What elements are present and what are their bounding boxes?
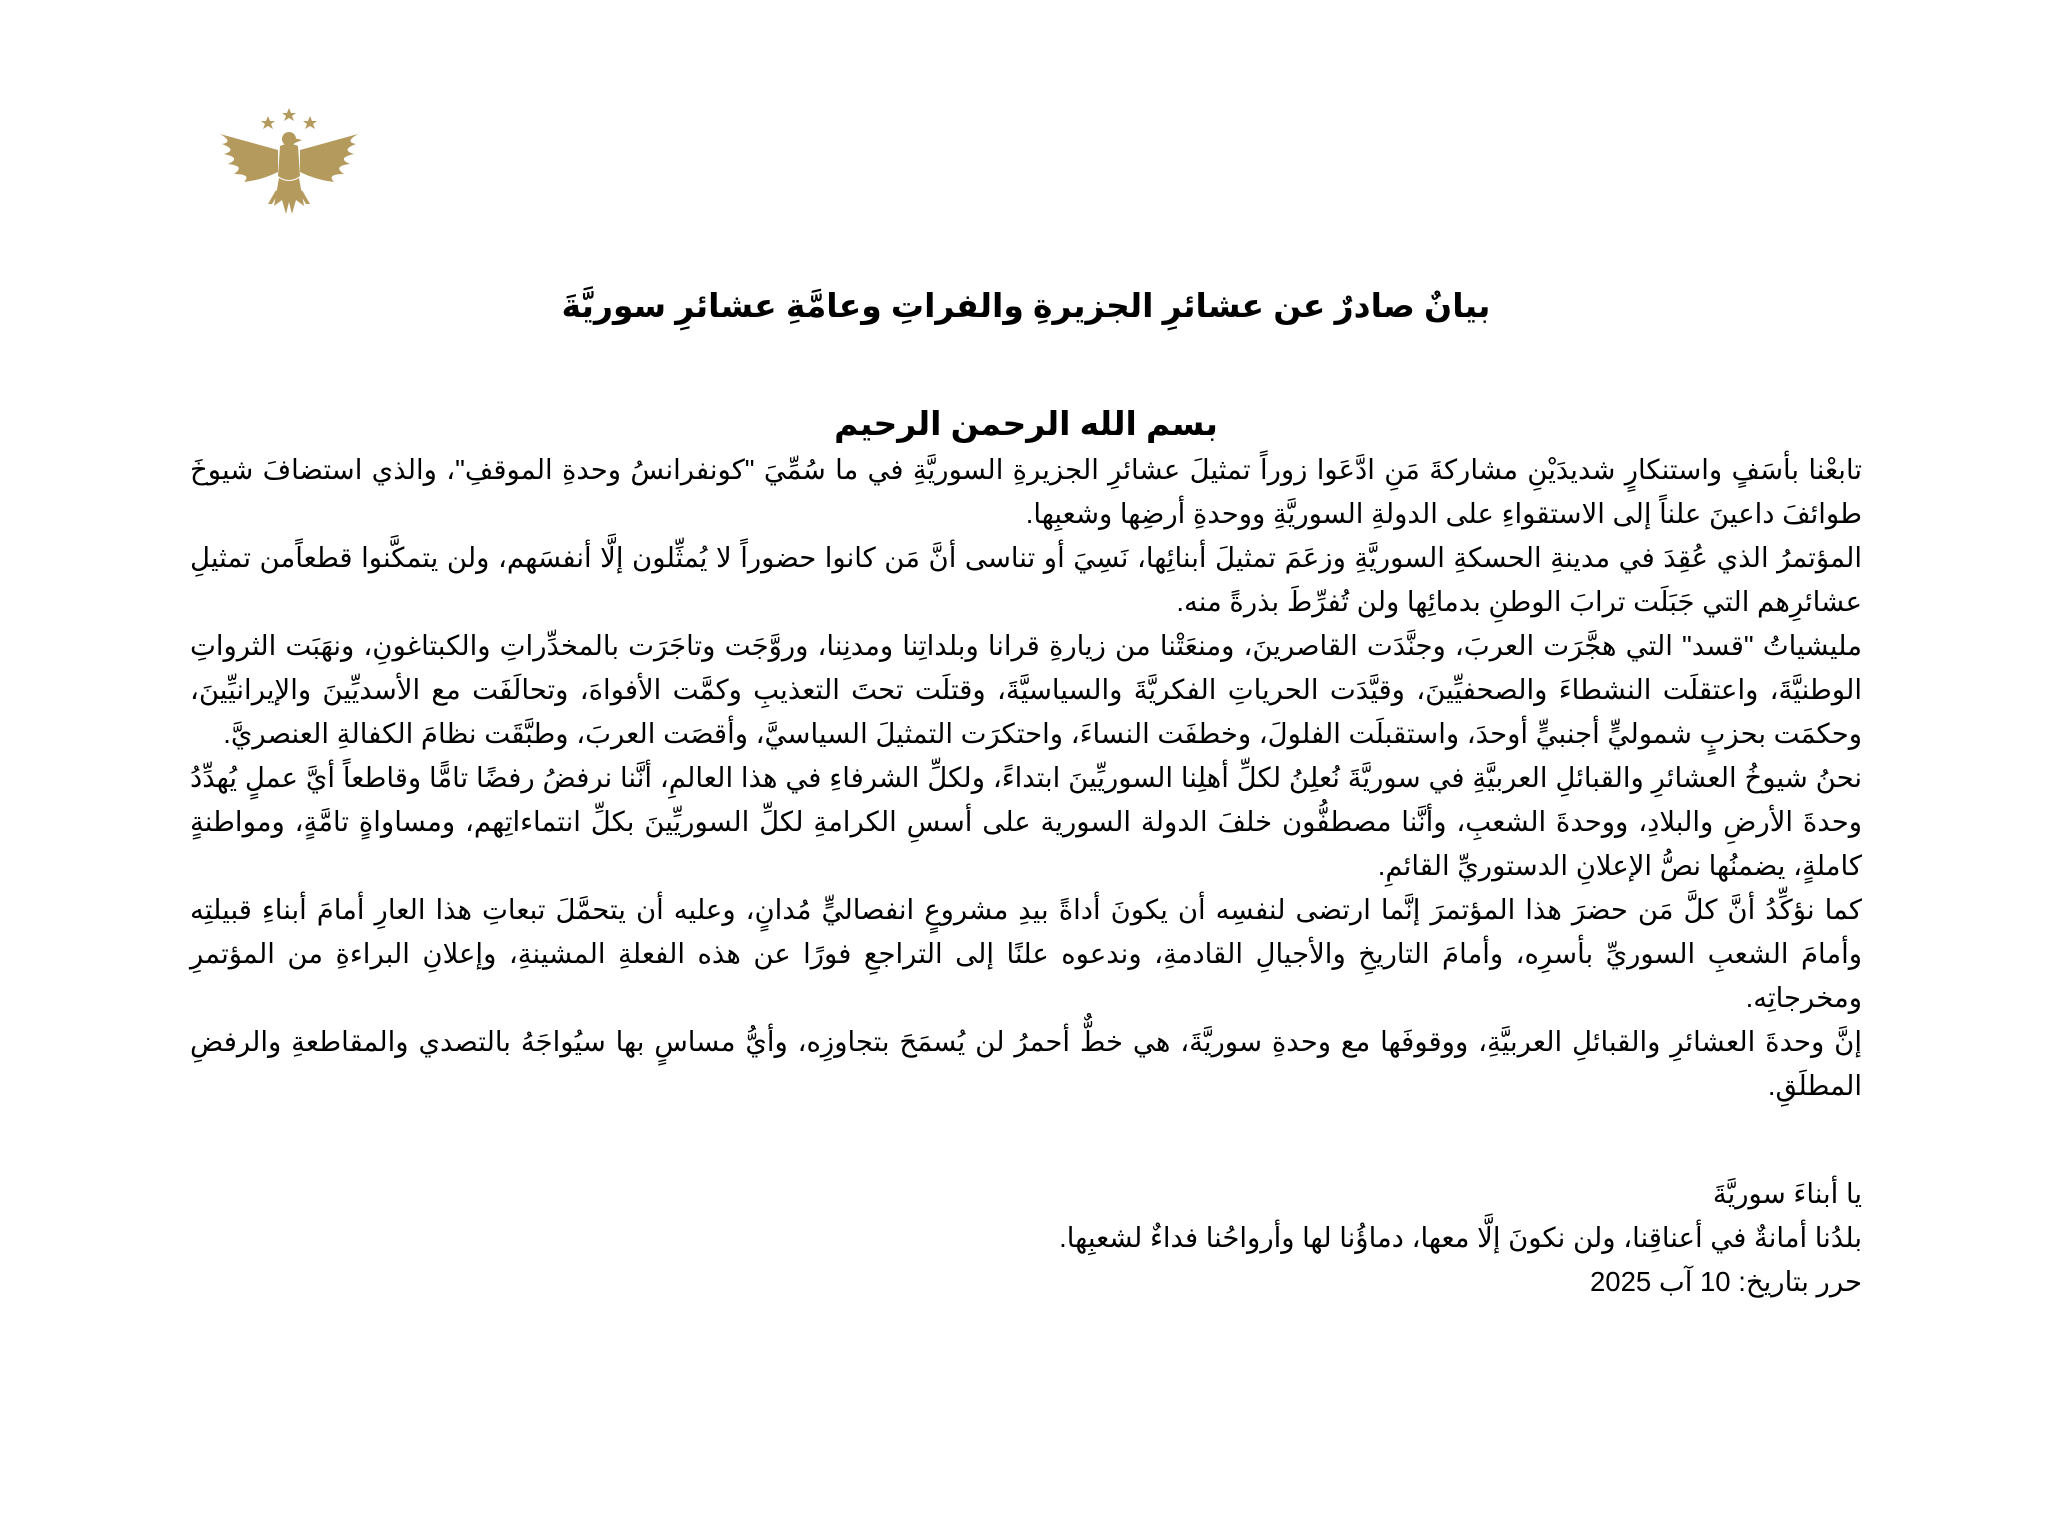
closing-section — [190, 1172, 1862, 1304]
paragraph-1: تابعْنا بأسَفٍ واستنكارٍ شديدَيْنِ مشاركةَ مَنِ ادَّعَوا زوراً تمثيلَ عشائرِ الجزيرةِ السوريَّةِ في ما سُمِّيَ "كونفرانسُ وحدةِ الموقفِ"، والذي استضافَ شيوخَ طوائفَ داعينَ علناً إلى الاستقواءِ على الدولةِ السوريَّةِ ووحدةِ أرضِها وشعبِها. — [190, 454, 1862, 529]
eagle-icon — [216, 106, 362, 222]
basmala-heading: بسم الله الرحمن الرحيم — [834, 405, 1218, 442]
closing-address: يا أبناءَ سوريَّةَ — [1712, 1178, 1862, 1209]
paragraph-5: كما نؤكِّدُ أنَّ كلَّ مَن حضرَ هذا المؤتمرَ إنَّما ارتضى لنفسِه أن يكونَ أداةً بيدِ مشروعٍ انفصاليٍّ مُدانٍ، وعليه أن يتحمَّلَ تبعاتِ هذا العارِ أمامَ أبناءِ قبيلتِه وأمامَ الشعبِ السوريِّ بأسرِه، وأمامَ التاريخِ والأجيالِ القادمةِ، وندعوه علنًا إلى التراجعِ فورًا عن هذه الفعلةِ المشينةِ، وإعلانِ البراءةِ من المؤتمرِ ومخرجاتِه. — [190, 894, 1862, 1013]
issue-date: حرر بتاريخ: 10 آب 2025 — [1590, 1266, 1862, 1297]
paragraph-2: المؤتمرُ الذي عُقِدَ في مدينةِ الحسكةِ السوريَّةِ وزعَمَ تمثيلَ أبنائِها، نَسِيَ أو تناسى أنَّ مَن كانوا حضوراً لا يُمثِّلون إلَّا أنفسَهم، ولن يتمكَّنوا قطعاًمن تمثيلِ عشائرِهم التي جَبَلَت ترابَ الوطنِ بدمائِها ولن تُفرِّطَ بذرةً منه. — [190, 542, 1862, 617]
paragraph-6: إنَّ وحدةَ العشائرِ والقبائلِ العربيَّةِ، ووقوفَها مع وحدةِ سوريَّةَ، هي خطٌّ أحمرُ لن يُسمَحَ بتجاوزِه، وأيُّ مساسٍ بها سيُواجَهُ بالتصدي والمقاطعةِ والرفضِ المطلَقِ. — [190, 1026, 1862, 1101]
document-title: بيانٌ صادرٌ عن عشائرِ الجزيرةِ والفراتِ وعامَّةِ عشائرِ سوريَّةَ — [561, 287, 1491, 324]
paragraph-3: مليشياتُ "قسد" التي هجَّرَت العربَ، وجنَّدَت القاصرينَ، ومنعَتْنا من زيارةِ قرانا وبلداتِنا ومدنِنا، وروَّجَت وتاجَرَت بالمخدِّراتِ والكبتاغونِ، ونهَبَت الثرواتِ الوطنيَّةَ، واعتقلَت النشطاءَ والصحفيِّينَ، وقيَّدَت الحرياتِ الفكريَّةَ والسياسيَّةَ، وقتلَت تحتَ التعذيبِ وكمَّت الأفواهَ، وتحالَفَت مع الأسديِّينَ والإيرانيِّينَ، وحكمَت بحزبٍ شموليٍّ أجنبيٍّ أوحدَ، واستقبلَت الفلولَ، وخطفَت النساءَ، واحتكرَت التمثيلَ السياسيَّ، وأقصَت العربَ، وطبَّقَت نظامَ الكفالةِ العنصريَّ. — [190, 630, 1862, 749]
paragraph-4: نحنُ شيوخُ العشائرِ والقبائلِ العربيَّةِ في سوريَّةَ نُعلِنُ لكلِّ أهلِنا السوريِّينَ ابتداءً، ولكلِّ الشرفاءِ في هذا العالمِ، أنَّنا نرفضُ رفضًا تامًّا وقاطعاً أيَّ عملٍ يُهدِّدُ وحدةَ الأرضِ والبلادِ، ووحدةَ الشعبِ، وأنَّنا مصطفُّون خلفَ الدولة السورية على أسسِ الكرامةِ لكلِّ السوريِّينَ بكلِّ انتماءاتِهم، ومساواةٍ تامَّةٍ، ومواطنةٍ كاملةٍ، يضمنُها نصُّ الإعلانِ الدستوريِّ القائمِ. — [190, 762, 1862, 881]
eagle-emblem-icon — [216, 106, 362, 222]
statement-document — [190, 284, 1862, 1304]
closing-line: بلدُنا أمانةٌ في أعناقِنا، ولن نكونَ إلَّا معها، دماؤُنا لها وأرواحُنا فداءٌ لشعبِها. — [1059, 1222, 1862, 1253]
